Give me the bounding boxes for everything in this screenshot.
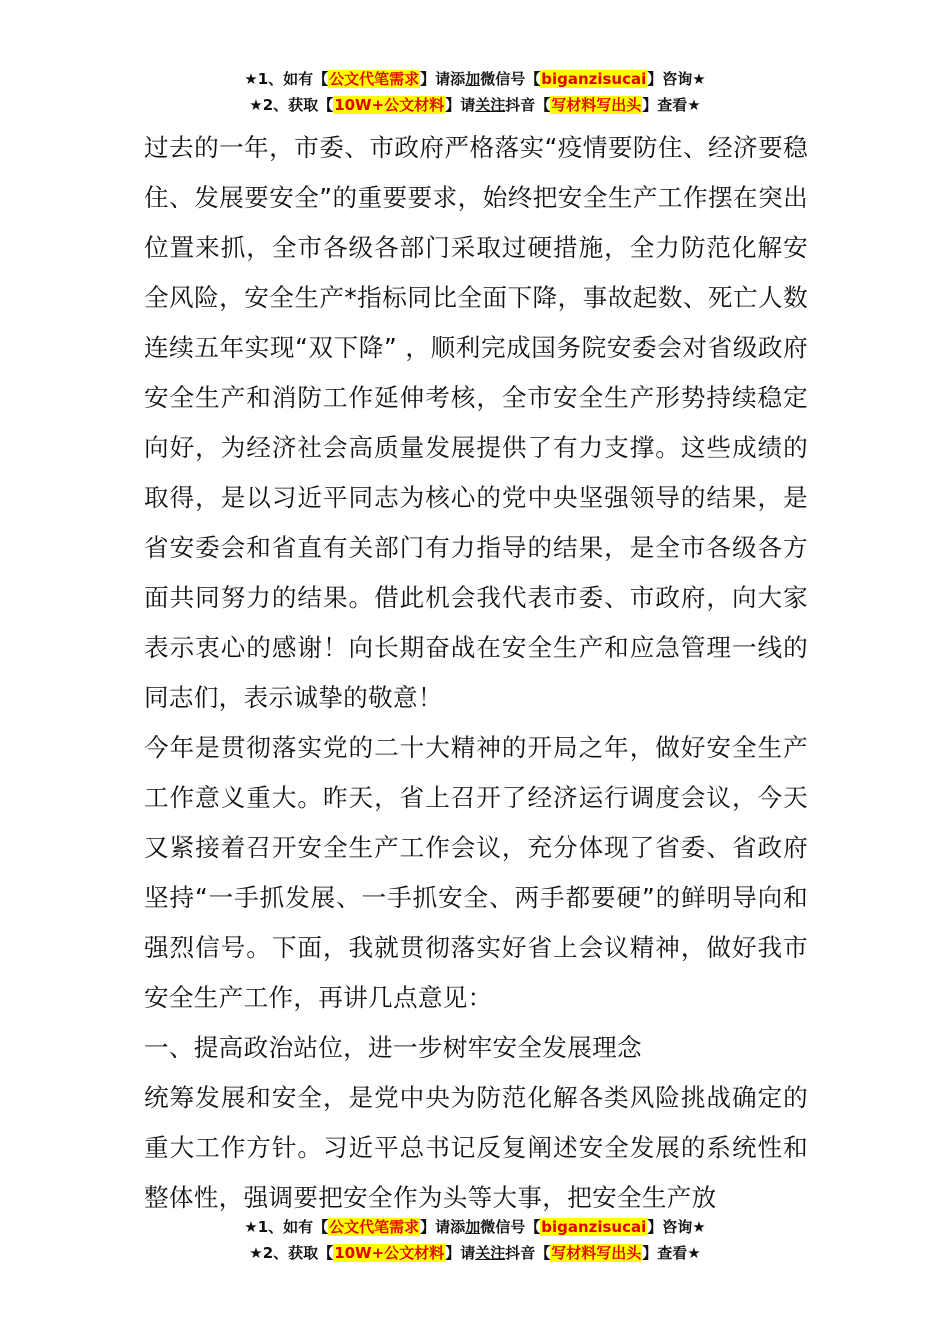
banner-text: 抖音【 — [505, 1244, 551, 1262]
banner-text: 抖音【 — [505, 96, 551, 114]
douyin-id-label: 写材料写出头 — [551, 1244, 642, 1262]
highlight-label: 10W+公文材料 — [334, 1244, 445, 1262]
wechat-id-label: biganzisucai — [541, 1218, 647, 1236]
banner-text: 】查看★ — [642, 1244, 701, 1262]
underlined-text: 关注 — [475, 1244, 506, 1262]
underlined-text: 关注 — [475, 96, 506, 114]
paragraph-review: 过去的一年，市委、市政府严格落实“疫情要防住、经济要稳住、发展要安全”的重要要求，始终把安全生产工作摆在突出位置来抓，全市各级各部门采取过硬措施，全力防范化解安全风险，安全生产*指标同比全面下降，事故起数、死亡人数连续五年实现“双下降” ，顺利完成国务院安委会对省级政府安全生产和消防工作延伸考核，全市安全生产形势持续稳定向好，为经济社会高质量发展提供了有力支撑。这些成绩的取得，是以习近平同志为核心的党中央坚强领导的结果，是省安委会和省直有关部门有力指导的结果，是全市各级各方面共同努力的结果。借此机会我代表市委、市政府，向大家表示衷心的感谢！向长期奋战在安全生产和应急管理一线的同志们，表示诚挚的敬意！ — [144, 133, 808, 712]
banner-text: ★1、如有【 — [244, 70, 329, 88]
section-heading-1: 一、提高政治站位，进一步树牢安全发展理念 — [144, 1033, 642, 1062]
header-banner — [0, 66, 950, 118]
banner-line-2 — [0, 92, 950, 118]
wechat-id-label: biganzisucai — [541, 70, 647, 88]
underlined-text: 加 — [465, 1218, 481, 1236]
highlight-label: 公文代笔需求 — [329, 70, 420, 88]
highlight-label: 10W+公文材料 — [334, 96, 445, 114]
banner-text: 】请添 — [420, 70, 466, 88]
banner-text: 微信号【 — [480, 70, 541, 88]
banner-text: 】请添 — [420, 1218, 466, 1236]
paragraph-this-year: 今年是贯彻落实党的二十大精神的开局之年，做好安全生产工作意义重大。昨天，省上召开了经济运行调度会议，今天又紧接着召开安全生产工作会议，充分体现了省委、省政府坚持“一手抓发展、一手抓安全、两手都要硬”的鲜明导向和强烈信号。下面，我就贯彻落实好省上会议精神，做好我市安全生产工作，再讲几点意见： — [144, 733, 808, 1012]
banner-text: 】请 — [445, 1244, 476, 1262]
banner-line-2 — [0, 1240, 950, 1266]
banner-text: ★2、获取【 — [249, 1244, 334, 1262]
highlight-label: 公文代笔需求 — [329, 1218, 420, 1236]
banner-text: ★2、获取【 — [249, 96, 334, 114]
douyin-id-label: 写材料写出头 — [551, 96, 642, 114]
banner-text: 】查看★ — [642, 96, 701, 114]
underlined-text: 加 — [465, 70, 481, 88]
banner-text: 】请 — [445, 96, 476, 114]
banner-text: 】咨询★ — [647, 1218, 706, 1236]
banner-text: 微信号【 — [480, 1218, 541, 1236]
footer-banner — [0, 1214, 950, 1266]
paragraph-section-1: 统筹发展和安全，是党中央为防范化解各类风险挑战确定的重大工作方针。习近平总书记反复阐述安全发展的系统性和整体性，强调要把安全作为头等大事，把安全生产放 — [144, 1083, 808, 1212]
banner-line-1 — [0, 1214, 950, 1240]
banner-text: ★1、如有【 — [244, 1218, 329, 1236]
banner-line-1 — [0, 66, 950, 92]
banner-text: 】咨询★ — [647, 70, 706, 88]
document-body — [144, 123, 808, 1223]
